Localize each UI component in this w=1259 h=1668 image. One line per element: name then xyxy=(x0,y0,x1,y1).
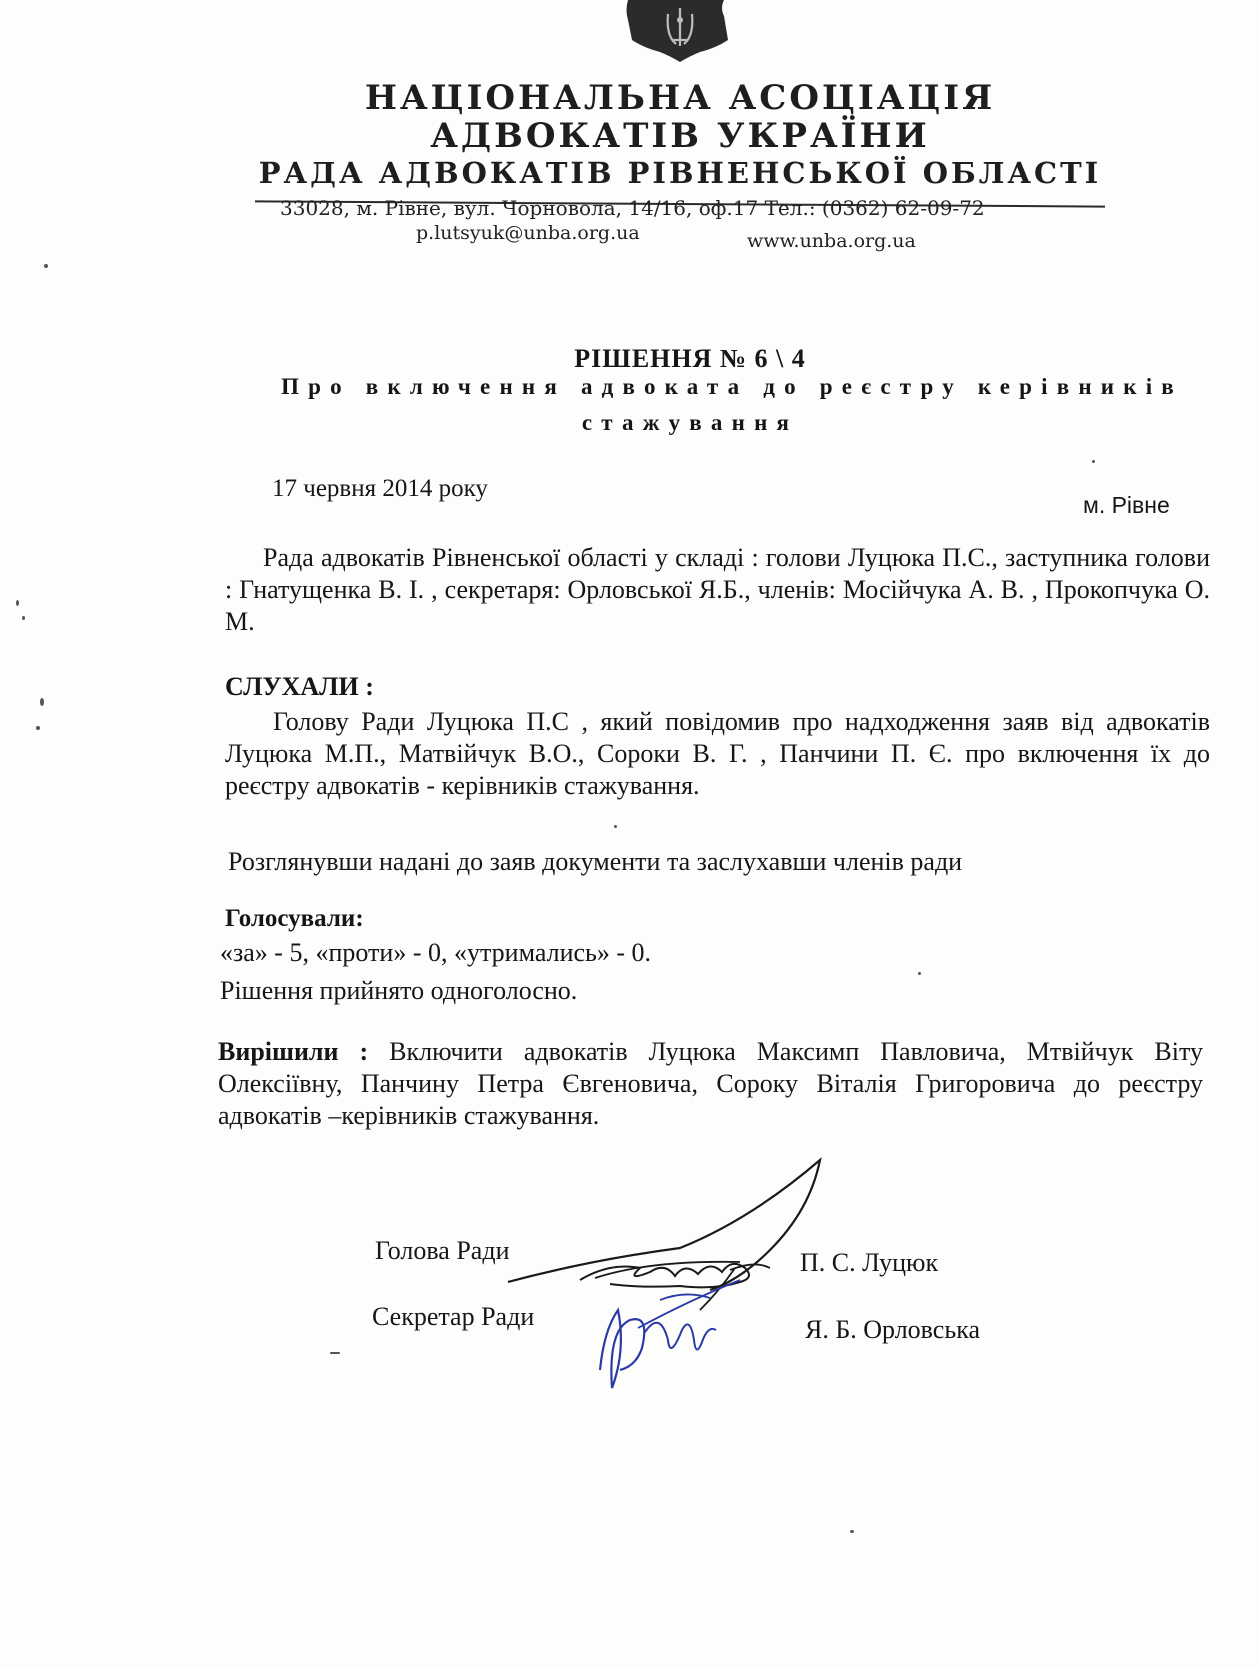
scan-speck xyxy=(850,1530,854,1533)
vote-results: «за» - 5, «проти» - 0, «утримались» - 0. xyxy=(220,938,652,967)
voted-heading: Голосували: xyxy=(225,905,364,932)
document-city: м. Рівне xyxy=(1083,492,1170,518)
address: 33028, м. Рівне, вул. Чорновола, 14/16, оф.17 Тел.: (0362) 62-09-72 xyxy=(280,196,985,220)
email-address: p.lutsyuk@unba.org.ua xyxy=(416,222,640,244)
decision-unanimous: Рішення прийнято одноголосно. xyxy=(220,976,578,1005)
document-subtitle: Про включення адвоката до реєстру керівників xyxy=(281,374,1183,399)
heard-text: Голову Ради Луцюка П.С , який повідомив про надходження заяв від адвокатів Луцюка М.П., Матвійчук В.О., Сороки В. Г. , Панчини П. Є. про включення їх до реєстру адвокатів - керівників стажування. xyxy=(225,707,1210,800)
chairman-role: Голова Ради xyxy=(375,1236,510,1265)
org-name-line1: НАЦІОНАЛЬНА АСОЦІАЦІЯ xyxy=(364,78,996,118)
decided-text: Включити адвокатів Луцюка Максимп Павловича, Мтвійчук Віту Олексіївну, Панчину Петра Євгеновича, Сороку Віталія Григоровича до реєстру адвокатів –керівників стажування. xyxy=(218,1037,1203,1130)
scan-speck xyxy=(1092,460,1095,463)
decided-heading: Вирішили : xyxy=(218,1037,369,1066)
org-name-line2: АДВОКАТІВ УКРАЇНИ xyxy=(430,116,930,156)
scan-speck xyxy=(44,264,48,268)
trident-emblem-icon xyxy=(620,0,740,62)
scan-speck xyxy=(918,972,921,975)
council-name: РАДА АДВОКАТІВ РІВНЕНСЬКОЇ ОБЛАСТІ xyxy=(258,156,1102,190)
document-date: 17 червня 2014 року xyxy=(272,475,488,502)
heard-heading: СЛУХАЛИ : xyxy=(225,672,374,701)
considered-text: Розглянувши надані до заяв документи та заслухавши членів ради xyxy=(228,847,963,876)
scan-speck xyxy=(614,825,617,828)
scan-speck xyxy=(36,726,40,730)
secretary-signature xyxy=(590,1270,780,1420)
scan-speck xyxy=(16,600,19,606)
secretary-role: Секретар Ради xyxy=(372,1302,535,1331)
scan-speck xyxy=(22,616,25,620)
chairman-name: П. С. Луцюк xyxy=(800,1248,939,1277)
council-composition: Рада адвокатів Рівненської області у складі : голови Луцюка П.С., заступника голови : Гнатущенка В. І. , секретаря: Орловської Я.Б., членів: Мосійчука А. В. , Прокопчука О. М. xyxy=(225,543,1210,636)
document-title: РІШЕННЯ № 6 \ 4 xyxy=(574,344,806,373)
scan-speck xyxy=(330,1352,340,1354)
document-subtitle-continued: стажування xyxy=(581,410,799,435)
website-address: www.unba.org.ua xyxy=(747,230,916,252)
decision-paragraph xyxy=(218,1036,1203,1132)
secretary-name: Я. Б. Орловська xyxy=(805,1315,980,1344)
scan-speck xyxy=(40,698,44,706)
